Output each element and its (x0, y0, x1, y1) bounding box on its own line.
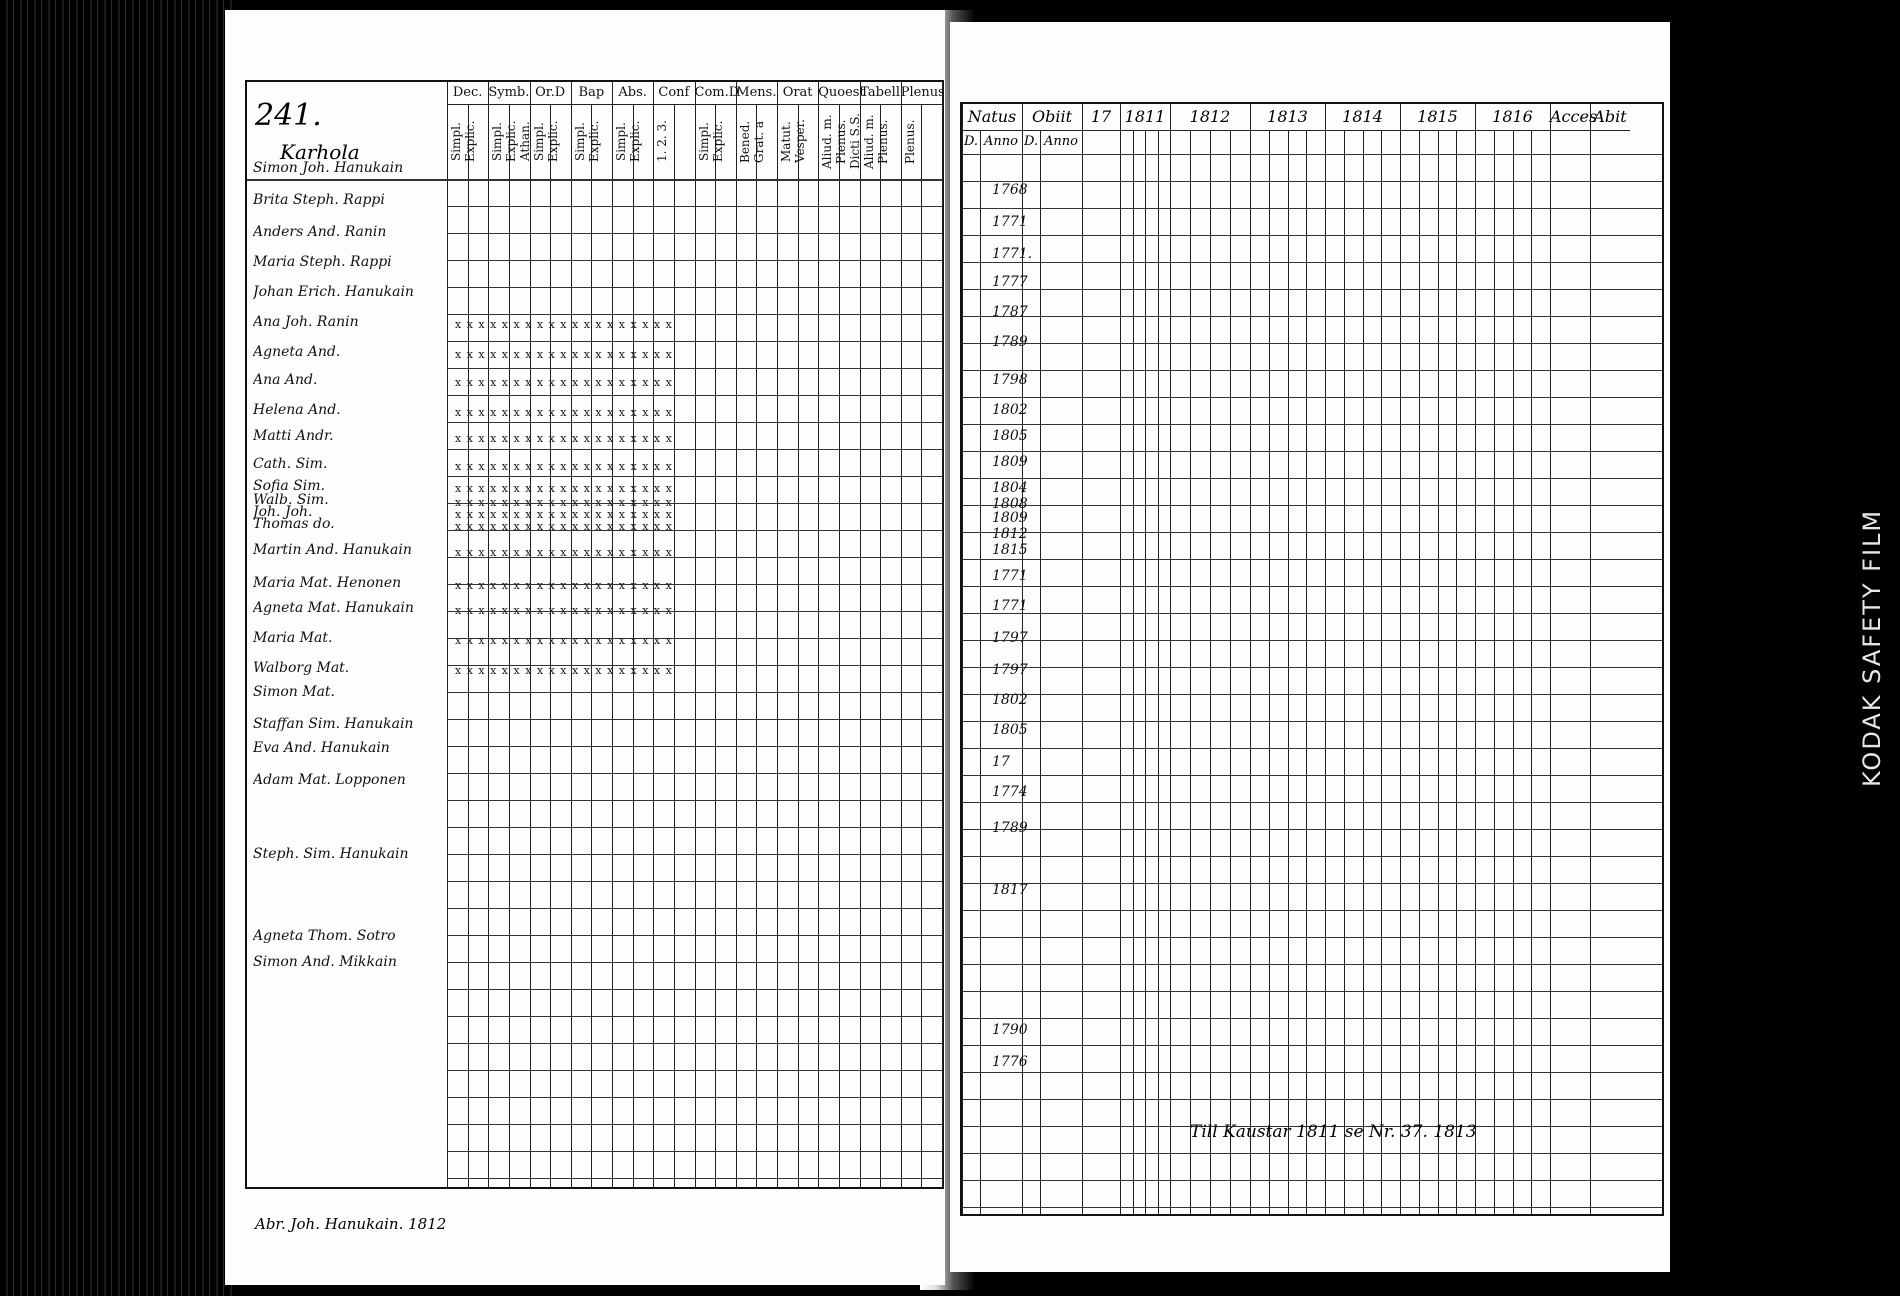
parishioner-name: Thomas do. (253, 516, 335, 532)
grid-subcolumn-line (715, 104, 716, 1187)
register-column-header: 17 (1082, 104, 1120, 131)
register-row-line (962, 694, 1662, 695)
register-row-line (962, 1018, 1662, 1019)
birth-year: 1802 (992, 402, 1028, 418)
birth-year: 1797 (992, 630, 1028, 646)
register-row-line (962, 910, 1662, 911)
parishioner-name: Ana And. (253, 372, 318, 388)
grid-row-line (447, 854, 942, 855)
register-column-line (1120, 104, 1121, 1214)
register-subheader: Anno (1040, 130, 1082, 155)
register-row-line (962, 991, 1662, 992)
register-row-line (962, 532, 1662, 533)
examination-marks: x x x x x x x x x x x x x x x x x x x (455, 664, 673, 677)
register-row-line (962, 1153, 1662, 1154)
register-column-header: Acces (1550, 104, 1590, 131)
grid-row-line (447, 692, 942, 693)
grid-row-line (447, 1124, 942, 1125)
grid-column-line (942, 82, 943, 1187)
register-subcolumn-line (1145, 130, 1146, 1214)
examination-marks: x x x x x x x x x x x x x x x x x x x (455, 604, 673, 617)
parishioner-name: Eva And. Hanukain (253, 740, 390, 756)
birth-year: 1809 (992, 510, 1028, 526)
register-row-line (962, 1180, 1662, 1181)
grid-row-line (447, 368, 942, 369)
parishioner-name: Martin And. Hanukain (253, 542, 412, 558)
register-subcolumn-line (1344, 130, 1345, 1214)
register-row-line (962, 289, 1662, 290)
register-subcolumn-line (980, 130, 981, 1214)
grid-column-line (736, 82, 737, 1187)
grid-row-line (447, 719, 942, 720)
register-row-line (962, 856, 1662, 857)
register-subcolumn-line (1363, 130, 1364, 1214)
parishioner-name: Adam Mat. Lopponen (253, 772, 406, 788)
column-subheader: Simpl. Explic. (449, 120, 477, 163)
register-row-line (962, 802, 1662, 803)
birth-year: 1797 (992, 662, 1028, 678)
column-header: Dec. (447, 82, 488, 105)
grid-subcolumn-line (674, 104, 675, 1187)
register-column-line (1475, 104, 1476, 1214)
register-column-line (1250, 104, 1251, 1214)
grid-row-line (447, 476, 942, 477)
parishioner-name: Maria Mat. (253, 630, 333, 646)
grid-row-line (447, 233, 942, 234)
register-row-line (962, 397, 1662, 398)
birth-year: 1812 (992, 526, 1028, 542)
register-row-line (962, 829, 1662, 830)
column-header: Com.D (695, 82, 736, 105)
register-column-header: 1813 (1250, 104, 1325, 131)
birth-year: 1805 (992, 428, 1028, 444)
birth-year: 1790 (992, 1022, 1028, 1038)
grid-row-line (447, 1097, 942, 1098)
register-row-line (962, 208, 1662, 209)
parishioner-name: Agneta And. (253, 344, 341, 360)
register-column-header: 1816 (1475, 104, 1550, 131)
parishioner-name: Walborg Mat. (253, 660, 350, 676)
parishioner-name: Staffan Sim. Hanukain (253, 716, 414, 732)
parishioner-name: Walb. Sim. (253, 492, 329, 508)
parishioner-name: Matti Andr. (253, 428, 334, 444)
register-subcolumn-line (1494, 130, 1495, 1214)
examination-marks: x x x x x x x x x x x x x x x x x x x (455, 432, 673, 445)
register-subcolumn-line (1210, 130, 1211, 1214)
grid-row-line (447, 746, 942, 747)
register-subcolumn-line (1269, 130, 1270, 1214)
column-subheader: Aliud. m. Plenus. Dicti S.S. (820, 113, 863, 170)
register-column-header: 1815 (1400, 104, 1475, 131)
column-subheader: Simpl. Explic. (531, 120, 560, 163)
grid-row-line (447, 1151, 942, 1152)
grid-row-line (447, 881, 942, 882)
grid-column-line (860, 82, 861, 1187)
grid-row-line (447, 206, 942, 207)
left-page (225, 10, 945, 1285)
column-header: Abs. (612, 82, 653, 105)
column-header: Quoest (818, 82, 859, 105)
column-subheader: Bened. Grat. a (737, 120, 766, 163)
register-subcolumn-line (1190, 130, 1191, 1214)
column-header: Mens. (736, 82, 777, 105)
examination-marks: x x x x x x x x x x x x x x x x x x x (455, 496, 673, 509)
grid-row-line (447, 1016, 942, 1017)
column-subheader: Simpl. Explic. Athan. (490, 120, 533, 163)
grid-column-line (818, 82, 819, 1187)
birth-year: 1771 (992, 214, 1028, 230)
register-subheader: D. (962, 130, 980, 155)
parishioner-name: Joh. Joh. (253, 504, 313, 520)
register-subcolumn-line (1531, 130, 1532, 1214)
register-subcolumn-line (1456, 130, 1457, 1214)
birth-year: 1815 (992, 542, 1028, 558)
column-subheader: 1. 2. 3. (655, 120, 670, 163)
grid-row-line (447, 287, 942, 288)
grid-row-line (447, 449, 942, 450)
parishioner-name: Brita Steph. Rappi (253, 192, 385, 208)
parishioner-name: Simon And. Mikkain (253, 954, 397, 970)
examination-marks: x x x x x x x x x x x x x x x x x x x (455, 634, 673, 647)
examination-marks: x x x x x x x x x x x x x x x x x x x (455, 546, 673, 559)
register-row-line (962, 613, 1662, 614)
grid-row-line (447, 989, 942, 990)
register-note: Till Kaustar 1811 se Nr. 37. 1813 (1190, 1122, 1477, 1142)
register-row-line (962, 478, 1662, 479)
column-header: Tabell (860, 82, 901, 105)
grid-row-line (447, 935, 942, 936)
examination-marks: x x x x x x x x x x x x x x x x x x x (455, 348, 673, 361)
register-row-line (962, 748, 1662, 749)
register-subcolumn-line (1040, 130, 1041, 1214)
grid-row-line (447, 800, 942, 801)
birth-year: 1789 (992, 334, 1028, 350)
register-row-line (962, 370, 1662, 371)
right-page (950, 22, 1670, 1272)
column-header: Or.D (530, 82, 571, 105)
register-column-line (1590, 104, 1591, 1214)
register-row-line (962, 775, 1662, 776)
grid-row-line (447, 773, 942, 774)
parishioner-name: Cath. Sim. (253, 456, 328, 472)
grid-subcolumn-line (921, 104, 922, 1187)
register-column-header: 1811 (1120, 104, 1170, 131)
grid-row-line (447, 827, 942, 828)
parishioner-name: Maria Steph. Rappi (253, 254, 392, 270)
register-row-line (962, 1072, 1662, 1073)
birth-year: 1789 (992, 820, 1028, 836)
examination-marks: x x x x x x x x x x x x x x x x x x x (455, 406, 673, 419)
birth-year: 1768 (992, 182, 1028, 198)
grid-subcolumn-line (756, 104, 757, 1187)
village-name: Karhola (280, 140, 360, 164)
grid-subcolumn-line (798, 104, 799, 1187)
register-subcolumn-line (1419, 130, 1420, 1214)
grid-row-line (447, 1043, 942, 1044)
register-subcolumn-line (962, 130, 963, 1214)
film-edge-text: KODAK SAFETY FILM (1858, 508, 1886, 788)
page-number: 241. (255, 98, 322, 133)
parishioner-name: Sofia Sim. (253, 478, 325, 494)
register-row-line (962, 181, 1662, 182)
parishioner-name: Helena And. (253, 402, 341, 418)
parishioner-name: Johan Erich. Hanukain (253, 284, 414, 300)
examination-marks: x x x x x x x x x x x x x x x x x x x (455, 318, 673, 331)
register-row-line (962, 559, 1662, 560)
register-subcolumn-line (1513, 130, 1514, 1214)
register-row-line (962, 343, 1662, 344)
birth-year: 1817 (992, 882, 1028, 898)
birth-year: 1804 (992, 480, 1028, 496)
column-subheader: Simpl. Explic. (572, 120, 601, 163)
register-subcolumn-line (1306, 130, 1307, 1214)
parishioner-name: Steph. Sim. Hanukain (253, 846, 409, 862)
register-subheader: D. (1022, 130, 1040, 155)
register-column-line (1082, 104, 1083, 1214)
register-subcolumn-line (1158, 130, 1159, 1214)
column-subheader: Plenus. (902, 119, 917, 164)
register-row-line (962, 1207, 1662, 1208)
grid-subcolumn-line (839, 104, 840, 1187)
parishioner-name: Ana Joh. Ranin (253, 314, 359, 330)
grid-column-line (901, 82, 902, 1187)
register-row-line (962, 640, 1662, 641)
register-subcolumn-line (1438, 130, 1439, 1214)
grid-row-line (447, 314, 942, 315)
grid-row-line (447, 1178, 942, 1179)
page-footer-note: Abr. Joh. Hanukain. 1812 (255, 1215, 447, 1233)
header-divider (247, 179, 942, 181)
examination-marks: x x x x x x x x x x x x x x x x x x x (455, 460, 673, 473)
column-header: Conf (653, 82, 694, 105)
birth-year: 1808 (992, 496, 1028, 512)
grid-row-line (447, 395, 942, 396)
column-subheader: Simpl. Explic. (614, 120, 642, 163)
parishioner-name: Anders And. Ranin (253, 224, 387, 240)
grid-column-line (695, 82, 696, 1187)
birth-year: 1802 (992, 692, 1028, 708)
birth-year: 1809 (992, 454, 1028, 470)
register-row-line (962, 262, 1662, 263)
grid-row-line (447, 908, 942, 909)
grid-row-line (447, 422, 942, 423)
register-column-line (1550, 104, 1551, 1214)
examination-marks: x x x x x x x x x x x x x x x x x x x (455, 579, 673, 592)
birth-year: 1771 (992, 598, 1028, 614)
register-row-line (962, 451, 1662, 452)
column-subheader: Matut. Vesper. (779, 119, 807, 164)
grid-column-line (777, 82, 778, 1187)
register-row-line (962, 964, 1662, 965)
column-header: Bap (571, 82, 612, 105)
register-column-header: Natus (962, 104, 1022, 131)
birth-year: 1771. (992, 246, 1033, 262)
parishioner-name: Agneta Thom. Sotro (253, 928, 396, 944)
register-row-line (962, 505, 1662, 506)
examination-marks: x x x x x x x x x x x x x x x x x x x (455, 508, 673, 521)
register-row-line (962, 883, 1662, 884)
register-subheader: Anno (980, 130, 1022, 155)
birth-year: 17 (992, 754, 1010, 770)
birth-year: 1777 (992, 274, 1028, 290)
examination-marks: x x x x x x x x x x x x x x x x x x x (455, 520, 673, 533)
column-subheader: Simpl. Explic. (696, 120, 725, 163)
grid-subcolumn-line (880, 104, 881, 1187)
register-subcolumn-line (1288, 130, 1289, 1214)
right-register-grid (960, 102, 1664, 1216)
grid-row-line (447, 341, 942, 342)
grid-row-line (447, 260, 942, 261)
register-row-line (962, 667, 1662, 668)
birth-year: 1771 (992, 568, 1028, 584)
birth-year: 1805 (992, 722, 1028, 738)
register-row-line (962, 316, 1662, 317)
parishioner-name: Agneta Mat. Hanukain (253, 600, 414, 616)
column-header: Orat (777, 82, 818, 105)
register-row-line (962, 1045, 1662, 1046)
register-row-line (962, 235, 1662, 236)
register-row-line (962, 1099, 1662, 1100)
register-column-line (1170, 104, 1171, 1214)
register-row-line (962, 424, 1662, 425)
parishioner-name: Maria Mat. Henonen (253, 575, 402, 591)
register-column-line (1325, 104, 1326, 1214)
birth-year: 1774 (992, 784, 1028, 800)
register-row-line (962, 586, 1662, 587)
examination-marks: x x x x x x x x x x x x x x x x x x x (455, 376, 673, 389)
register-subcolumn-line (1230, 130, 1231, 1214)
register-subcolumn-line (1133, 130, 1134, 1214)
grid-row-line (447, 1070, 942, 1071)
register-subcolumn-line (1381, 130, 1382, 1214)
column-subheader: Aliud. m. Plenus. (861, 114, 890, 169)
parishioner-name: Simon Joh. Hanukain (253, 160, 404, 176)
birth-year: 1787 (992, 304, 1028, 320)
examination-marks: x x x x x x x x x x x x x x x x x x x (455, 482, 673, 495)
register-row-line (962, 154, 1662, 155)
birth-year: 1798 (992, 372, 1028, 388)
birth-year: 1776 (992, 1054, 1028, 1070)
register-column-header: Abit (1590, 104, 1630, 131)
register-row-line (962, 721, 1662, 722)
register-column-header: 1812 (1170, 104, 1250, 131)
register-row-line (962, 937, 1662, 938)
grid-row-line (447, 962, 942, 963)
column-header: Plenus (901, 82, 942, 105)
register-column-header: 1814 (1325, 104, 1400, 131)
register-column-header: Obiit (1022, 104, 1082, 131)
parishioner-name: Simon Mat. (253, 684, 335, 700)
column-header: Symb. (488, 82, 529, 105)
film-edge-left (0, 0, 235, 1296)
register-column-line (1400, 104, 1401, 1214)
